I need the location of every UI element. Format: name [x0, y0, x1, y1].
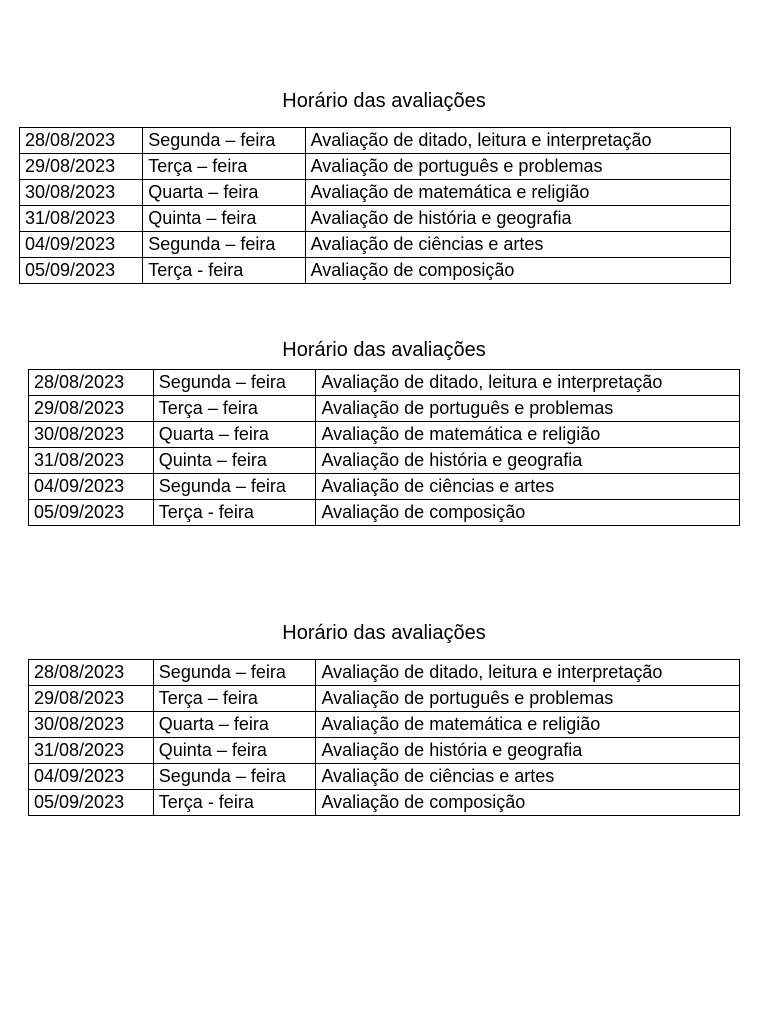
weekday-cell: Segunda – feira [153, 370, 316, 396]
weekday-cell: Segunda – feira [153, 474, 316, 500]
description-cell: Avaliação de matemática e religião [316, 712, 740, 738]
table-row [29, 738, 740, 764]
table-row [20, 206, 731, 232]
weekday-cell: Terça – feira [153, 396, 316, 422]
description-cell: Avaliação de português e problemas [316, 686, 740, 712]
weekday-cell: Segunda – feira [153, 660, 316, 686]
date-cell: 05/09/2023 [29, 500, 154, 526]
weekday-cell: Quinta – feira [143, 206, 305, 232]
description-cell: Avaliação de ciências e artes [316, 474, 740, 500]
description-cell: Avaliação de história e geografia [305, 206, 730, 232]
weekday-cell: Terça - feira [153, 790, 316, 816]
description-cell: Avaliação de matemática e religião [305, 180, 730, 206]
weekday-cell: Terça – feira [153, 686, 316, 712]
date-cell: 28/08/2023 [29, 370, 154, 396]
description-cell: Avaliação de composição [316, 790, 740, 816]
weekday-cell: Quarta – feira [153, 712, 316, 738]
description-cell: Avaliação de português e problemas [316, 396, 740, 422]
date-cell: 29/08/2023 [20, 154, 143, 180]
schedule-table [28, 369, 740, 526]
schedule-table [28, 659, 740, 816]
weekday-cell: Segunda – feira [153, 764, 316, 790]
description-cell: Avaliação de composição [316, 500, 740, 526]
description-cell: Avaliação de história e geografia [316, 448, 740, 474]
weekday-cell: Segunda – feira [143, 232, 305, 258]
weekday-cell: Quinta – feira [153, 448, 316, 474]
weekday-cell: Segunda – feira [143, 128, 305, 154]
table-row [20, 232, 731, 258]
date-cell: 28/08/2023 [29, 660, 154, 686]
table-row [20, 128, 731, 154]
weekday-cell: Quarta – feira [153, 422, 316, 448]
description-cell: Avaliação de ditado, leitura e interpretação [305, 128, 730, 154]
description-cell: Avaliação de ciências e artes [316, 764, 740, 790]
description-cell: Avaliação de ciências e artes [305, 232, 730, 258]
date-cell: 31/08/2023 [29, 448, 154, 474]
weekday-cell: Quinta – feira [153, 738, 316, 764]
table-row [20, 180, 731, 206]
date-cell: 31/08/2023 [20, 206, 143, 232]
table-row [29, 422, 740, 448]
table-row [29, 686, 740, 712]
description-cell: Avaliação de história e geografia [316, 738, 740, 764]
description-cell: Avaliação de ditado, leitura e interpretação [316, 660, 740, 686]
date-cell: 29/08/2023 [29, 686, 154, 712]
date-cell: 04/09/2023 [29, 764, 154, 790]
table-row [29, 764, 740, 790]
schedule-title: Horário das avaliações [282, 622, 486, 644]
table-row [29, 370, 740, 396]
table-row [29, 712, 740, 738]
description-cell: Avaliação de português e problemas [305, 154, 730, 180]
date-cell: 30/08/2023 [20, 180, 143, 206]
date-cell: 28/08/2023 [20, 128, 143, 154]
table-row [20, 154, 731, 180]
table-row [29, 660, 740, 686]
weekday-cell: Quarta – feira [143, 180, 305, 206]
table-row [29, 396, 740, 422]
date-cell: 05/09/2023 [29, 790, 154, 816]
description-cell: Avaliação de composição [305, 258, 730, 284]
weekday-cell: Terça – feira [143, 154, 305, 180]
weekday-cell: Terça - feira [153, 500, 316, 526]
schedule-title: Horário das avaliações [282, 90, 486, 112]
table-row [20, 258, 731, 284]
schedule-title: Horário das avaliações [282, 339, 486, 361]
date-cell: 04/09/2023 [20, 232, 143, 258]
date-cell: 05/09/2023 [20, 258, 143, 284]
schedule-table [19, 127, 731, 284]
date-cell: 04/09/2023 [29, 474, 154, 500]
table-row [29, 790, 740, 816]
description-cell: Avaliação de matemática e religião [316, 422, 740, 448]
table-row [29, 474, 740, 500]
table-row [29, 500, 740, 526]
description-cell: Avaliação de ditado, leitura e interpretação [316, 370, 740, 396]
date-cell: 30/08/2023 [29, 422, 154, 448]
weekday-cell: Terça - feira [143, 258, 305, 284]
table-row [29, 448, 740, 474]
date-cell: 29/08/2023 [29, 396, 154, 422]
date-cell: 31/08/2023 [29, 738, 154, 764]
date-cell: 30/08/2023 [29, 712, 154, 738]
